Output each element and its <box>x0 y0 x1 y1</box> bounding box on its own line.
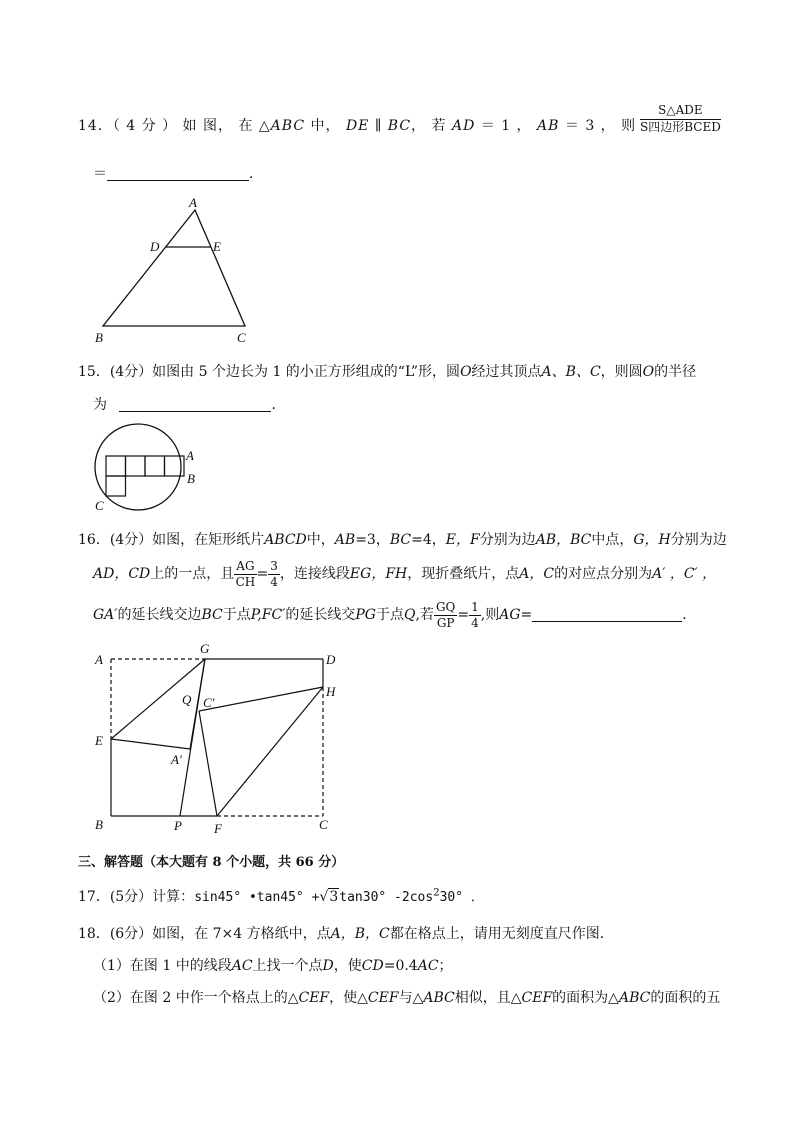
q14-eq3: ＝ 3 ， 则 <box>564 118 637 134</box>
q16-text-q: ,则 <box>480 607 500 624</box>
q16-label-cprime: C′ <box>203 695 215 710</box>
q16-text-m: 于点 <box>222 607 251 624</box>
q14-answer-line <box>93 163 263 183</box>
q16-text-i: ，连接线段 <box>279 566 350 583</box>
q18-sub2 <box>93 987 720 1007</box>
q14-text-mid: 中， <box>310 118 341 134</box>
q16-abcd: ABCD <box>264 532 307 548</box>
q15-text-e: 为 <box>93 397 107 413</box>
q18-s1-ac: AC <box>231 958 253 974</box>
q16-label-c: C <box>319 817 328 832</box>
q16-frac4-num: 1 <box>471 600 479 614</box>
q18-s1-text-b: 上找一个点 <box>252 958 323 974</box>
q14-parallel: ∥ <box>374 118 383 134</box>
q15-text-d: 的半径 <box>654 364 697 380</box>
q14-number: 14 <box>78 118 98 134</box>
q16-ab: AB <box>334 532 356 548</box>
q17-sqrt-symbol: √ <box>319 889 329 905</box>
q16-gh: G，H <box>633 532 671 548</box>
q18-s2-cef3: CEF <box>521 990 553 1006</box>
q16-label-p: P <box>174 818 182 833</box>
q16-text-e: 分别为边 <box>479 532 536 548</box>
q16-label-g: G <box>200 641 210 656</box>
q16-eq3: = <box>520 607 533 624</box>
q15-circle <box>95 424 181 510</box>
q15-label-c: C <box>95 498 104 513</box>
q14-if: ， 若 <box>411 118 447 134</box>
q15-text: 15．(4分）如图由 5 个边长为 1 的小正方形组成的“L”形，圆 <box>78 364 461 380</box>
q18-s1-text-a: （1）在图 1 中的线段 <box>93 958 232 974</box>
q18-s2-cef: CEF <box>298 990 330 1006</box>
q16-frac2-num: 3 <box>270 559 278 573</box>
q16-bc: BC <box>389 532 412 548</box>
q16-label-b: B <box>95 817 103 832</box>
q15-circle-figure <box>88 420 208 520</box>
q18-text-b: 都在格点上，请用无刻度直尺作图． <box>389 926 614 942</box>
q16-ga: GA′ <box>93 607 118 624</box>
q15-line2 <box>93 394 285 414</box>
q18-s2-abc2: ABC <box>618 990 651 1006</box>
q16-ac: A，C <box>519 566 555 583</box>
q15-answer-blank <box>119 397 271 412</box>
q16-frac3-den: GP <box>436 615 455 630</box>
q18-s1-ac2: AC <box>417 958 439 974</box>
q18-s2-text-d: 相似，且△ <box>454 990 522 1006</box>
q16-text-o: 于点 <box>376 607 404 624</box>
q17-sqrt-value: 3 <box>329 889 339 905</box>
q18-s1-cd: CD <box>361 958 384 974</box>
q16-text-l: 的延长线交边 <box>117 607 202 624</box>
q16-text-k: 的对应点分别为 <box>554 566 653 583</box>
q14-triangle-figure <box>85 192 265 352</box>
q16-label-a: A <box>95 652 103 667</box>
q14-fraction <box>640 104 721 133</box>
q16-eq2: = <box>457 607 470 624</box>
q16-pg: PG <box>355 607 376 624</box>
q15-points: A、B、C <box>541 364 601 380</box>
q16-frac-1-4 <box>469 601 481 629</box>
q16-ag: AG <box>499 607 521 624</box>
q15-o2: O <box>642 364 655 380</box>
q16-frac1-den: CH <box>235 574 256 589</box>
q17-prefix: 17．(5分）计算： <box>78 889 195 905</box>
q16-bc2: BC <box>201 607 223 624</box>
q16-line3 <box>93 601 696 629</box>
q16-line1 <box>78 529 727 549</box>
q16-text-f: 中点， <box>591 532 634 548</box>
q14-ad: AD <box>451 118 476 134</box>
q14-frac-num: S△ADE <box>640 104 721 120</box>
q16-ef: E，F <box>445 532 480 548</box>
q14-label-a: A <box>189 195 197 210</box>
q14-de: DE <box>345 118 370 134</box>
q18-s1-text-f: ； <box>438 958 453 974</box>
q15-l-shape <box>106 456 184 496</box>
q16-aprime: A′ ，C′ ， <box>652 566 717 583</box>
q16-frac1-num: AG <box>236 559 255 573</box>
q16-text-d: =4， <box>411 532 446 548</box>
q14-triangle <box>103 210 245 326</box>
q14-bc: BC <box>387 118 412 134</box>
q14-frac-den: S四边形BCED <box>640 119 721 134</box>
q16-answer-blank <box>532 607 682 622</box>
q16-text-g: 分别为边 <box>670 532 727 548</box>
q14-label-e: E <box>213 239 221 254</box>
q17-expr2: tan30° -2cos <box>339 890 434 905</box>
q17-line <box>78 886 484 906</box>
q16-label-d: D <box>326 652 336 667</box>
q16-text-p: ,若 <box>415 607 434 624</box>
q17-superscript: 2 <box>433 887 440 899</box>
q16-q: Q <box>404 607 416 624</box>
q16-label-aprime: A′ <box>171 752 182 767</box>
q18-s2-text-e: 的面积为△ <box>552 990 619 1006</box>
q16-text-j: ，现折叠纸片，点 <box>407 566 520 583</box>
q14-answer-eq: ＝ <box>93 166 107 182</box>
q15-text-b: 经过其顶点 <box>471 364 542 380</box>
q16-label-f: F <box>214 821 222 836</box>
q16-frac-3-4 <box>268 560 280 588</box>
q14-label-b: B <box>95 330 103 345</box>
q18-line1 <box>78 923 614 943</box>
q17-expr1: sin45° •tan45° + <box>194 890 320 905</box>
q16-frac-ag-ch <box>234 560 256 588</box>
q18-s1-text-c: ，使 <box>333 958 362 974</box>
section-3-heading: 三、解答题（本大题有 8 个小题，共 66 分） <box>78 855 345 870</box>
q17-expr3: 30° ． <box>439 890 484 905</box>
q14-eq1: ＝ 1 ， <box>480 118 532 134</box>
q18-s2-text-a: （2）在图 2 中作一个格点上的△ <box>93 990 299 1006</box>
q16-eq: = <box>256 566 269 583</box>
q16-label-q: Q <box>182 692 192 707</box>
q14-ab: AB <box>537 118 560 134</box>
q16-frac-gq-gp <box>434 601 457 629</box>
q18-points: A，B，C <box>330 926 390 942</box>
q16-abbc: AB，BC <box>535 532 592 548</box>
q16-line2 <box>93 560 716 588</box>
q16-text-b: 中， <box>306 532 335 548</box>
q14-score: ．（ 4 分 ） <box>97 118 178 134</box>
q16-frac4-den: 4 <box>471 615 479 630</box>
q14-label-d: D <box>150 239 160 254</box>
q18-s2-text-c: 与△ <box>398 990 424 1006</box>
q16-text-h: 上的一点，且 <box>150 566 235 583</box>
q18-s2-abc: ABC <box>423 990 455 1006</box>
q15-label-a: A <box>186 448 194 463</box>
q18-s2-cef2: CEF <box>367 990 399 1006</box>
q15-line1 <box>78 361 696 381</box>
q15-label-b: B <box>187 471 195 486</box>
q16-frac3-num: GQ <box>435 600 456 614</box>
q18-s2-text-b: ，使△ <box>329 990 368 1006</box>
q18-sub1 <box>93 955 453 975</box>
q14-answer-blank <box>107 166 249 181</box>
q16-end: ． <box>682 607 697 624</box>
q16-adcd: AD，CD <box>93 566 151 583</box>
q14-end: ． <box>249 166 263 182</box>
q16-text-c: =3， <box>355 532 390 548</box>
q16-text-n: 的延长线交 <box>285 607 356 624</box>
q15-text-c: ，则圆 <box>600 364 643 380</box>
q16-p: P,FC′ <box>250 607 286 624</box>
q15-o: O <box>460 364 472 380</box>
q16-label-h: H <box>326 684 336 699</box>
q18-s2-text-f: 的面积的五 <box>650 990 721 1006</box>
q16-rectangle-figure <box>88 640 348 840</box>
q15-end: ． <box>271 397 286 413</box>
q18-s1-d: D <box>322 958 334 974</box>
q14-text: 如 图， 在 △ <box>182 118 271 134</box>
q16-frac2-den: 4 <box>270 574 278 589</box>
q16-dashed-lines <box>111 659 323 816</box>
q16-solid-lines <box>111 659 323 816</box>
q16-label-e: E <box>95 733 103 748</box>
q18-s1-text-e: =0.4 <box>383 958 418 974</box>
q14-label-c: C <box>237 330 246 345</box>
q14-line1 <box>78 115 636 135</box>
q14-abc: ABC <box>270 118 306 134</box>
q16-text-a: 16．(4分）如图，在矩形纸片 <box>78 532 265 548</box>
q16-egfh: EG，FH <box>349 566 408 583</box>
q18-text-a: 18．(6分）如图，在 7×4 方格纸中，点 <box>78 926 331 942</box>
